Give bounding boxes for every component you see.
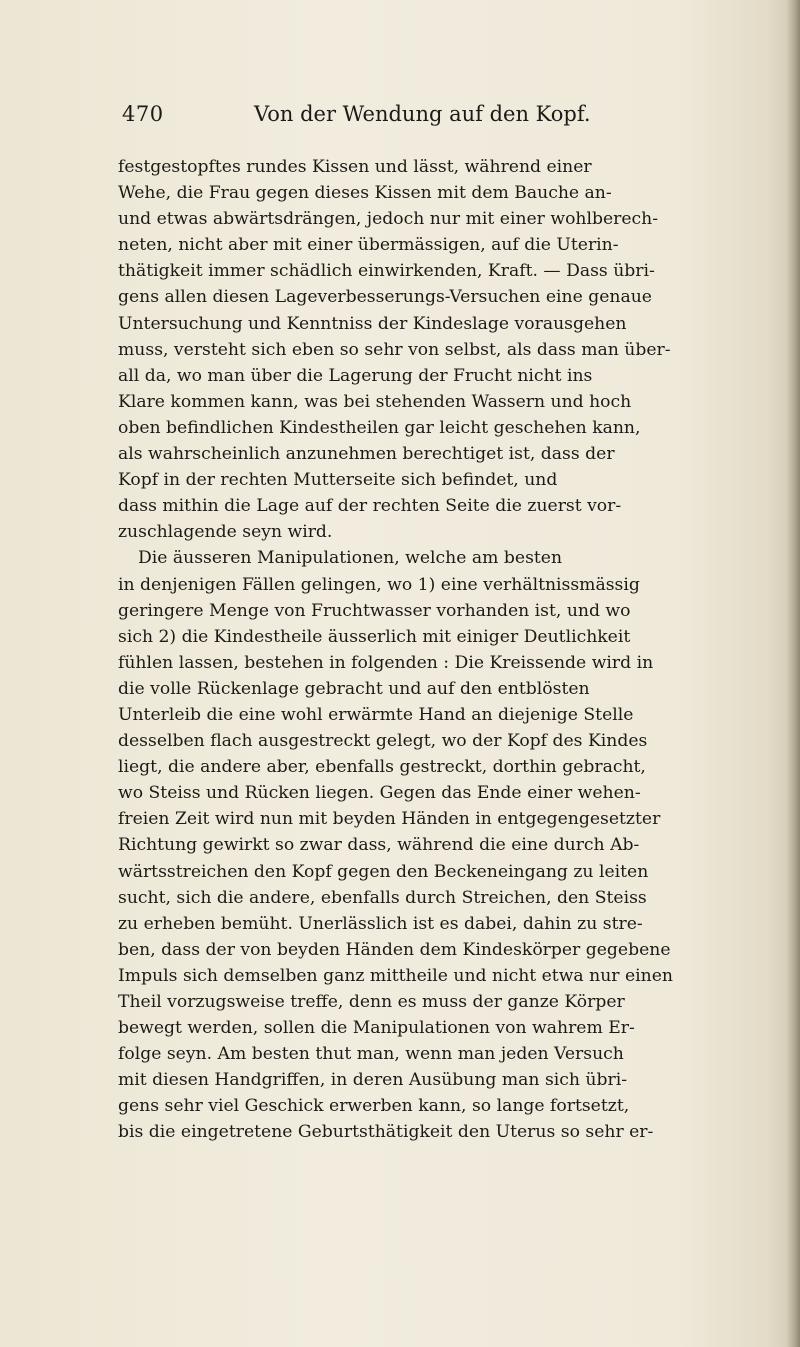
page-edge-shadow [786, 0, 800, 1347]
text-line: geringere Menge von Fruchtwasser vorhanden ist, und wo [118, 600, 631, 621]
text-line: sucht, sich die andere, ebenfalls durch Streichen, den Steiss [118, 887, 647, 908]
text-line: oben befindlichen Kindestheilen gar leicht geschehen kann, [118, 417, 641, 438]
text-line: gens sehr viel Geschick erwerben kann, so lange fortsetzt, [118, 1096, 630, 1117]
text-line: gens allen diesen Lageverbesserungs-Versuchen eine genaue [118, 287, 652, 308]
text-line: zu erheben bemüht. Unerlässlich ist es dabei, dahin zu stre- [118, 913, 643, 934]
page-number: 470 [122, 102, 164, 126]
running-title: Von der Wendung auf den Kopf. [254, 102, 591, 126]
text-line: mit diesen Handgriffen, in deren Ausübung man sich übri- [118, 1070, 628, 1091]
text-line: freien Zeit wird nun mit beyden Händen in entgegengesetzter [118, 809, 661, 830]
text-line: als wahrscheinlich anzunehmen berechtiget ist, dass der [118, 444, 615, 465]
text-line: desselben flach ausgestreckt gelegt, wo der Kopf des Kindes [118, 731, 648, 752]
text-line: muss, versteht sich eben so sehr von selbst, als dass man über- [118, 339, 671, 360]
text-line: bis die eingetretene Geburtsthätigkeit den Uterus so sehr er- [118, 1122, 654, 1143]
text-line: ben, dass der von beyden Händen dem Kindeskörper gegebene [118, 939, 671, 960]
text-line: Klare kommen kann, was bei stehenden Wassern und hoch [118, 391, 632, 412]
text-line: die volle Rückenlage gebracht und auf den entblösten [118, 678, 590, 699]
text-line: liegt, die andere aber, ebenfalls gestreckt, dorthin gebracht, [118, 757, 646, 778]
text-line: Unterleib die eine wohl erwärmte Hand an diejenige Stelle [118, 704, 634, 725]
text-line: sich 2) die Kindestheile äusserlich mit einiger Deutlichkeit [118, 626, 631, 647]
text-line: wärtsstreichen den Kopf gegen den Beckeneingang zu leiten [118, 861, 649, 882]
text-line: folge seyn. Am besten thut man, wenn man jeden Versuch [118, 1044, 624, 1065]
text-line: Richtung gewirkt so zwar dass, während die eine durch Ab- [118, 835, 640, 856]
paragraph-start-line: Die äusseren Manipulationen, welche am besten [138, 548, 563, 569]
body-text [118, 154, 692, 1146]
text-line: fühlen lassen, bestehen in folgenden : Die Kreissende wird in [118, 652, 654, 673]
text-line: Wehe, die Frau gegen dieses Kissen mit dem Bauche an- [118, 183, 612, 204]
text-line: Theil vorzugsweise treffe, denn es muss der ganze Körper [118, 992, 625, 1012]
text-line: dass mithin die Lage auf der rechten Seite die zuerst vor- [118, 496, 622, 517]
text-line: und etwas abwärtsdrängen, jedoch nur mit einer wohlberech- [118, 209, 659, 230]
text-line: zuschlagende seyn wird. [118, 522, 333, 543]
text-line: neten, nicht aber mit einer übermässigen, auf die Uterin- [118, 235, 619, 256]
text-line: thätigkeit immer schädlich einwirkenden, Kraft. — Dass übri- [118, 261, 655, 282]
text-line: Kopf in der rechten Mutterseite sich befindet, und [118, 470, 558, 491]
text-line: bewegt werden, sollen die Manipulationen von wahrem Er- [118, 1018, 635, 1039]
text-line: festgestopftes rundes Kissen und lässt, während einer [118, 157, 592, 177]
text-line: Impuls sich demselben ganz mittheile und nicht etwa nur einen [118, 965, 673, 986]
text-line: Untersuchung und Kenntniss der Kindeslage vorausgehen [118, 313, 627, 334]
page-header [122, 102, 682, 136]
text-line: all da, wo man über die Lagerung der Frucht nicht ins [118, 365, 593, 386]
text-line: wo Steiss und Rücken liegen. Gegen das Ende einer wehen- [118, 783, 641, 804]
text-line: in denjenigen Fällen gelingen, wo 1) eine verhältnissmässig [118, 574, 640, 595]
